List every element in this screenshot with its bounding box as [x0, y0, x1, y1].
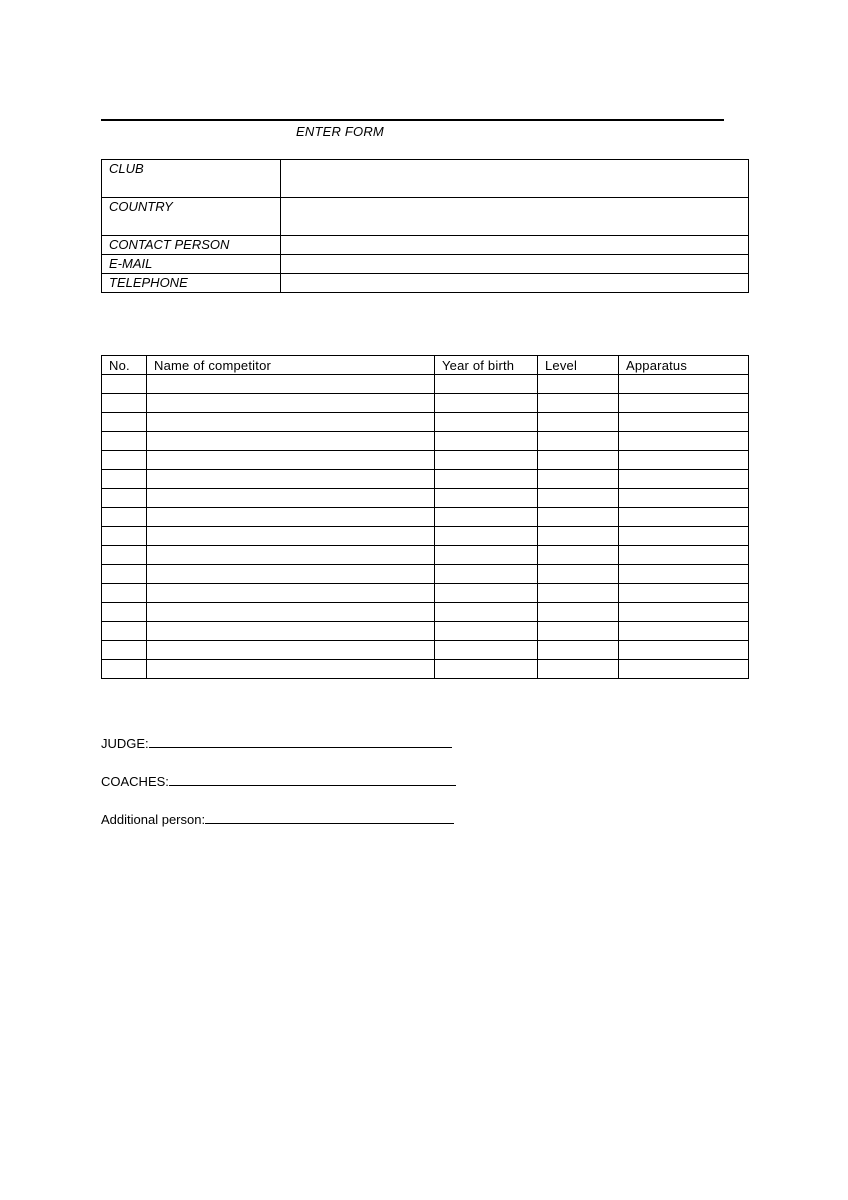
coaches-label: COACHES:	[101, 774, 169, 789]
table-row	[102, 508, 749, 527]
year-cell[interactable]	[435, 451, 538, 470]
name-cell[interactable]	[147, 641, 435, 660]
apparatus-cell[interactable]	[619, 375, 749, 394]
table-row	[102, 622, 749, 641]
year-cell[interactable]	[435, 508, 538, 527]
year-cell[interactable]	[435, 432, 538, 451]
apparatus-cell[interactable]	[619, 489, 749, 508]
no-cell[interactable]	[102, 527, 147, 546]
apparatus-cell[interactable]	[619, 470, 749, 489]
table-row	[102, 527, 749, 546]
apparatus-cell[interactable]	[619, 432, 749, 451]
table-row	[102, 603, 749, 622]
name-cell[interactable]	[147, 375, 435, 394]
apparatus-cell[interactable]	[619, 622, 749, 641]
level-cell[interactable]	[538, 489, 619, 508]
no-cell[interactable]	[102, 489, 147, 508]
apparatus-cell[interactable]	[619, 565, 749, 584]
table-row	[102, 565, 749, 584]
top-rule	[101, 119, 724, 121]
telephone-field[interactable]	[281, 274, 749, 293]
year-cell[interactable]	[435, 527, 538, 546]
additional-person-field[interactable]	[205, 811, 454, 824]
name-cell[interactable]	[147, 546, 435, 565]
year-cell[interactable]	[435, 603, 538, 622]
apparatus-cell[interactable]	[619, 451, 749, 470]
level-cell[interactable]	[538, 641, 619, 660]
info-row-contact	[102, 236, 749, 255]
competitor-header-row	[102, 356, 749, 375]
email-label: E-MAIL	[102, 255, 281, 274]
apparatus-cell[interactable]	[619, 641, 749, 660]
level-cell[interactable]	[538, 527, 619, 546]
level-cell[interactable]	[538, 470, 619, 489]
level-cell[interactable]	[538, 375, 619, 394]
no-cell[interactable]	[102, 470, 147, 489]
col-header-no: No.	[102, 356, 147, 375]
year-cell[interactable]	[435, 546, 538, 565]
name-cell[interactable]	[147, 527, 435, 546]
country-field[interactable]	[281, 198, 749, 236]
level-cell[interactable]	[538, 622, 619, 641]
no-cell[interactable]	[102, 603, 147, 622]
coaches-field[interactable]	[169, 773, 456, 786]
year-cell[interactable]	[435, 660, 538, 679]
level-cell[interactable]	[538, 451, 619, 470]
no-cell[interactable]	[102, 375, 147, 394]
year-cell[interactable]	[435, 584, 538, 603]
apparatus-cell[interactable]	[619, 394, 749, 413]
judge-field[interactable]	[149, 735, 452, 748]
level-cell[interactable]	[538, 565, 619, 584]
competitor-table	[101, 355, 749, 679]
table-row	[102, 394, 749, 413]
telephone-label: TELEPHONE	[102, 274, 281, 293]
no-cell[interactable]	[102, 660, 147, 679]
country-label: COUNTRY	[102, 198, 281, 236]
judge-label: JUDGE:	[101, 736, 149, 751]
table-row	[102, 660, 749, 679]
no-cell[interactable]	[102, 546, 147, 565]
name-cell[interactable]	[147, 622, 435, 641]
info-row-country	[102, 198, 749, 236]
apparatus-cell[interactable]	[619, 527, 749, 546]
year-cell[interactable]	[435, 470, 538, 489]
table-row	[102, 432, 749, 451]
name-cell[interactable]	[147, 470, 435, 489]
table-row	[102, 546, 749, 565]
name-cell[interactable]	[147, 394, 435, 413]
level-cell[interactable]	[538, 432, 619, 451]
info-row-telephone	[102, 274, 749, 293]
club-info-table	[101, 159, 749, 293]
level-cell[interactable]	[538, 394, 619, 413]
name-cell[interactable]	[147, 451, 435, 470]
judge-line	[101, 735, 452, 751]
table-row	[102, 641, 749, 660]
no-cell[interactable]	[102, 451, 147, 470]
table-row	[102, 584, 749, 603]
year-cell[interactable]	[435, 413, 538, 432]
year-cell[interactable]	[435, 622, 538, 641]
apparatus-cell[interactable]	[619, 546, 749, 565]
contact-person-field[interactable]	[281, 236, 749, 255]
col-header-year: Year of birth	[435, 356, 538, 375]
col-header-apparatus: Apparatus	[619, 356, 749, 375]
no-cell[interactable]	[102, 584, 147, 603]
competitor-rows	[102, 375, 749, 679]
no-cell[interactable]	[102, 641, 147, 660]
info-row-email	[102, 255, 749, 274]
additional-person-line	[101, 811, 454, 827]
col-header-name: Name of competitor	[147, 356, 435, 375]
table-row	[102, 451, 749, 470]
level-cell[interactable]	[538, 603, 619, 622]
name-cell[interactable]	[147, 603, 435, 622]
level-cell[interactable]	[538, 660, 619, 679]
table-row	[102, 375, 749, 394]
col-header-level: Level	[538, 356, 619, 375]
table-row	[102, 489, 749, 508]
club-label: CLUB	[102, 160, 281, 198]
apparatus-cell[interactable]	[619, 584, 749, 603]
name-cell[interactable]	[147, 508, 435, 527]
level-cell[interactable]	[538, 546, 619, 565]
name-cell[interactable]	[147, 565, 435, 584]
year-cell[interactable]	[435, 394, 538, 413]
table-row	[102, 413, 749, 432]
level-cell[interactable]	[538, 413, 619, 432]
level-cell[interactable]	[538, 584, 619, 603]
no-cell[interactable]	[102, 622, 147, 641]
name-cell[interactable]	[147, 432, 435, 451]
page-title: ENTER FORM	[296, 124, 384, 139]
no-cell[interactable]	[102, 508, 147, 527]
info-row-club	[102, 160, 749, 198]
apparatus-cell[interactable]	[619, 413, 749, 432]
coaches-line	[101, 773, 456, 789]
no-cell[interactable]	[102, 565, 147, 584]
club-field[interactable]	[281, 160, 749, 198]
name-cell[interactable]	[147, 489, 435, 508]
no-cell[interactable]	[102, 413, 147, 432]
name-cell[interactable]	[147, 660, 435, 679]
no-cell[interactable]	[102, 432, 147, 451]
table-row	[102, 470, 749, 489]
year-cell[interactable]	[435, 489, 538, 508]
apparatus-cell[interactable]	[619, 603, 749, 622]
level-cell[interactable]	[538, 508, 619, 527]
name-cell[interactable]	[147, 413, 435, 432]
year-cell[interactable]	[435, 641, 538, 660]
no-cell[interactable]	[102, 394, 147, 413]
additional-person-label: Additional person:	[101, 812, 206, 827]
name-cell[interactable]	[147, 584, 435, 603]
year-cell[interactable]	[435, 375, 538, 394]
year-cell[interactable]	[435, 565, 538, 584]
apparatus-cell[interactable]	[619, 508, 749, 527]
contact-person-label: CONTACT PERSON	[102, 236, 281, 255]
apparatus-cell[interactable]	[619, 660, 749, 679]
email-field[interactable]	[281, 255, 749, 274]
